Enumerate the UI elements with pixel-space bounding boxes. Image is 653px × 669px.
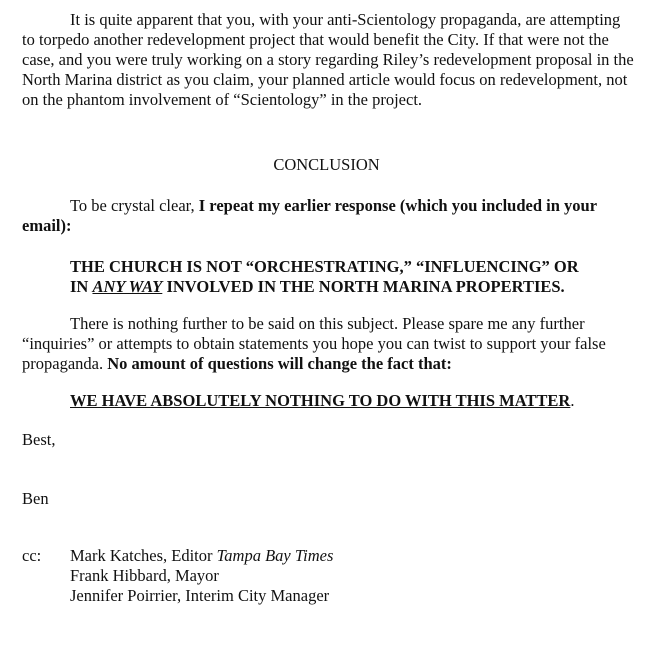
final-statement: [70, 391, 574, 411]
final-statement-period: .: [570, 391, 575, 410]
line2-prefix: IN: [70, 277, 93, 296]
paragraph-repeat: [22, 196, 634, 236]
cc-label: cc:: [22, 546, 42, 565]
paragraph-repeat-lead: To be crystal clear,: [70, 196, 199, 215]
closing: Best,: [22, 430, 56, 449]
line2-suffix: INVOLVED IN THE NORTH MARINA PROPERTIES.: [162, 277, 565, 296]
cc-recipient-name: Jennifer Poirrier, Interim City Manager: [70, 586, 330, 605]
cc-recipient-name: Frank Hibbard, Mayor: [70, 566, 219, 585]
final-statement-text: WE HAVE ABSOLUTELY NOTHING TO DO WITH THIS MATTER: [70, 391, 571, 410]
church-statement-line1: THE CHURCH IS NOT “ORCHESTRATING,” “INFLUENCING” OR: [70, 257, 579, 276]
cc-recipient-name: Mark Katches, Editor: [70, 546, 217, 565]
cc-recipient: [70, 566, 333, 586]
signature: Ben: [22, 489, 49, 508]
paragraph-nothing-further-text: There is nothing further to be said on this subject. Please spare me any further “inquiries” or attempts to obtain statements you hope you can twist to support your false propaganda.: [22, 314, 606, 373]
any-way-emphasis: ANY WAY: [92, 277, 163, 296]
cc-recipient-publication: Tampa Bay Times: [216, 546, 334, 565]
paragraph-propaganda: It is quite apparent that you, with your anti-Scientology propaganda, are attempting to torpedo another redevelopment project that would benefit the City. If that were not the case, and you were truly working on a story regarding Riley’s redevelopment proposal in the North Marina district as you claim, your planned article would focus on redevelopment, not on the phantom involvement of “Scientology” in the project.: [22, 10, 634, 109]
cc-recipient: [70, 586, 333, 606]
cc-recipient: [70, 546, 333, 566]
conclusion-heading: CONCLUSION: [273, 155, 380, 174]
cc-list: [70, 546, 333, 606]
paragraph-nothing-further: [22, 314, 634, 374]
church-statement: [70, 257, 630, 297]
church-statement-line2: [70, 277, 630, 297]
paragraph-repeat-bold: I repeat my earlier response (which you included in your email):: [22, 196, 597, 235]
paragraph-nothing-further-bold: No amount of questions will change the fact that:: [107, 354, 452, 373]
